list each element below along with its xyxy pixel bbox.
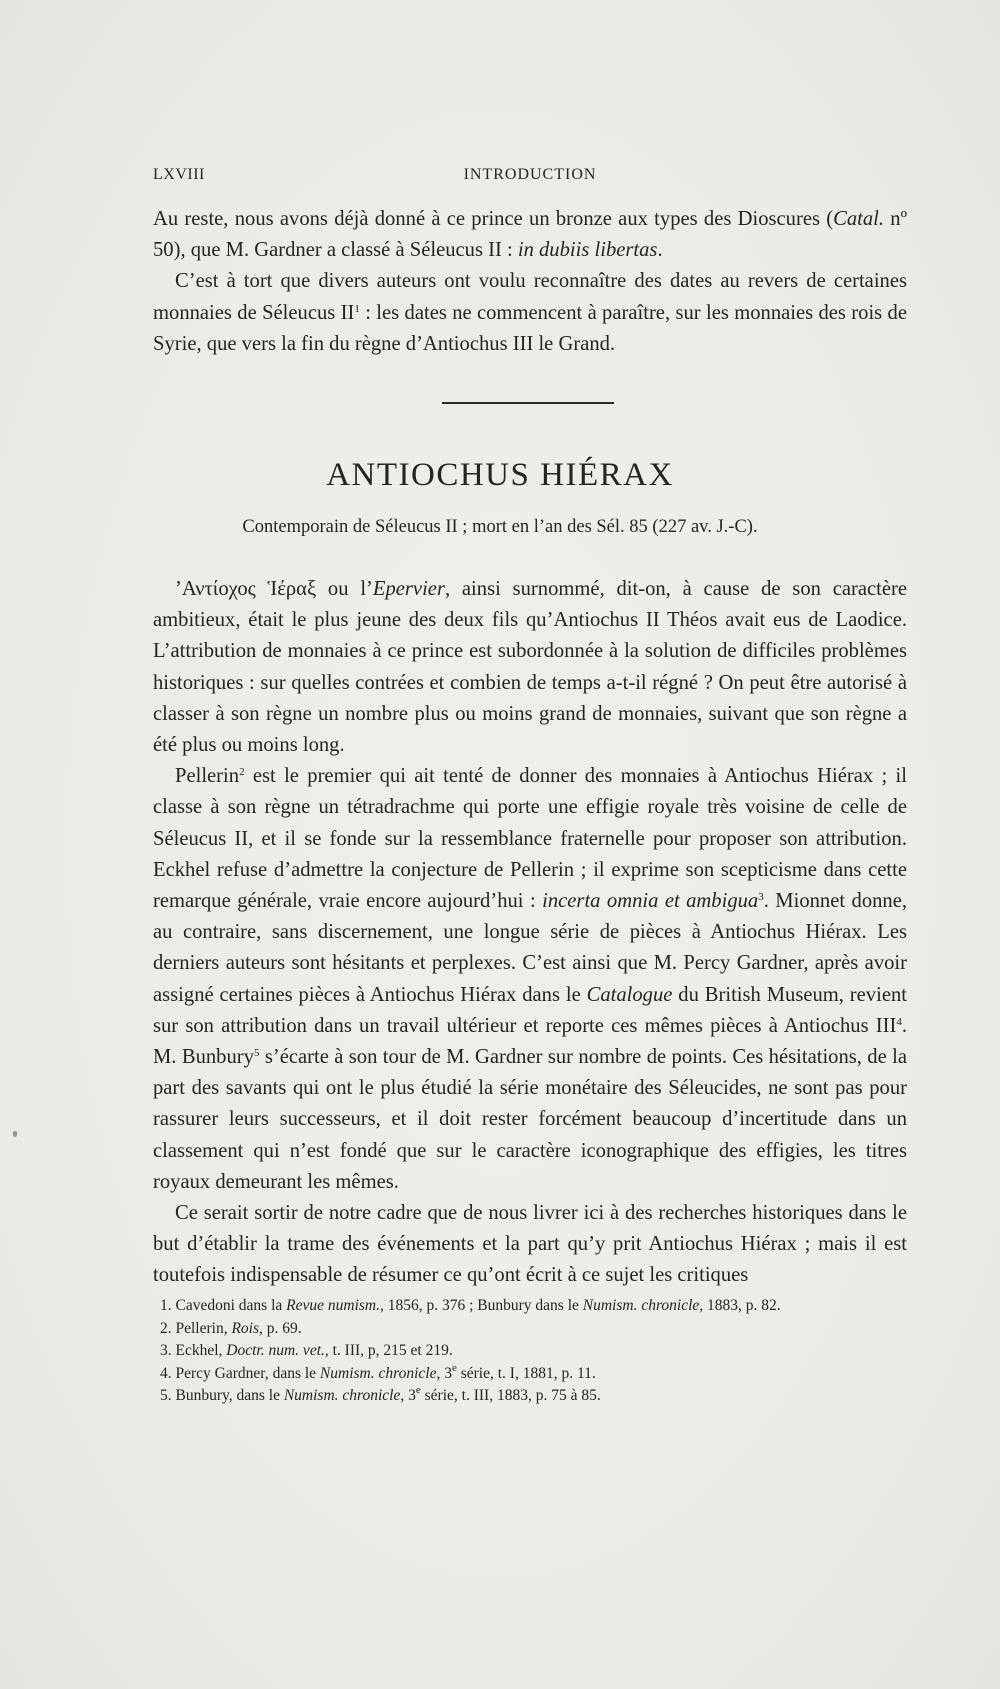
section-divider [442,402,614,404]
section-subtitle: Contemporain de Séleucus II ; mort en l’an des Sél. 85 (227 av. J.-C). [242,517,758,537]
paragraph-recherches: Ce serait sortir de notre cadre que de nous livrer ici à des recherches historiques dans le but d’établir la trame des événements et la part qu’y prit Antiochus Hiérax ; mais il est toutefois indispensable de résumer ce qu’ont écrit à ce sujet les critiques [153,1202,907,1287]
footnote-ref-1: 1 [354,302,360,315]
epervier-italic: Epervier [372,578,445,600]
footnote-2: 2. Pellerin, Rois, p. 69. [160,1319,302,1337]
latin-phrase: in dubiis libertas [517,239,658,262]
footnote-3: 3. Eckhel, Doctr. num. vet., t. III, p, 215 et 219. [160,1342,453,1359]
running-head-title: INTRODUCTION [463,166,597,183]
footnote-ref-4: 4 [896,1015,902,1028]
footnotes [160,1295,910,1408]
opening-paragraphs [153,204,907,360]
paragraph-epervier: ’Αντίοχος Ἱέραξ ou l’Epervier, ainsi surnommé, dit-on, à cause de son caractère ambitieux, était le plus jeune des deux fils qu’Antiochus II Théos avait eus de Laodice. L’attribution de monnaies à ce prince est subordonnée à la solution de difficiles problèmes historiques : sur quelles contrées et combien de temps a-t-il régné ? On peut être autorisé à classer à son règne un nombre plus ou moins grand de monnaies, suivant que son règne a été plus ou moins long. [153,578,907,757]
page-folio: LXVIII [153,166,205,183]
section-body [153,574,907,1292]
footnote-4: 4. Percy Gardner, dans le Numism. chronicle, 3e série, t. I, 1881, p. 11. [160,1361,596,1382]
footnote-ref-2: 2 [239,766,245,779]
greek-name: ’Αντίοχος Ἱέραξ [175,578,317,600]
section-title: ANTIOCHUS HIÉRAX [326,457,674,493]
footnote-ref-3: 3 [758,891,764,904]
paper-speck [13,1131,17,1137]
footnote-1: 1. Cavedoni dans la Revue numism., 1856, p. 376 ; Bunbury dans le Numism. chronicle, 1883, p. 82. [160,1297,781,1314]
running-head [153,166,907,190]
catalogue-italic: Catalogue [586,983,673,1006]
footnote-ref-5: 5 [253,1047,260,1060]
paragraph-dioscures: Au reste, nous avons déjà donné à ce prince un bronze aux types des Dioscures (Catal. nº 50), que M. Gardner a classé à Séleucus II : in dubiis libertas. [153,208,907,262]
catal-italic: Catal. [833,208,885,230]
latin-phrase: incerta omnia et ambigua [542,890,759,913]
footnote-5: 5. Bunbury, dans le Numism. chronicle, 3e série, t. III, 1883, p. 75 à 85. [160,1384,601,1404]
paragraph-dates: C’est à tort que divers auteurs ont voulu reconnaître des dates au revers de certaines monnaies de Séleucus $II^1$ : les dates ne commencent à paraître, sur les monnaies des rois de Syrie, que vers la fin du règne d’Antiochus III le Grand. [153,270,907,355]
paragraph-pellerin: Pellerin$^2$ est le premier qui ait tenté de donner des monnaies à Antiochus Hiérax ; il classe à son règne un tétradrachme qui porte une effigie royale très voisine de celle de Séleucus II, et il se fonde sur la ressemblance fraternelle pour proposer son attribution. Eckhel refuse d’admettre la conjecture de Pellerin ; il exprime son scepticisme dans cette remarque générale, vraie encore aujourd’hui : incerta omnia et ambigua$^3$. Mionnet donne, au contraire, sans discernement, une longue série de pièces à Antiochus Hiérax. Les derniers auteurs sont hésitants et perplexes. C’est ainsi que M. Percy Gardner, après avoir assigné certaines pièces à Antiochus Hiérax dans le Catalogue du British Museum, revient sur son attribution dans un travail ultérieur et reporte ces mêmes pièces à Antiochus III$^4$. M. Bunbury$^5$ s’écarte à son tour de M. Gardner sur nombre de points. Ces hésitations, de la part des savants qui ont le plus étudié la série monétaire des Séleucides, ne sont pas pour rassurer leurs successeurs, et il doit rester forcément beaucoup d’incertitude dans un classement qui n’est fondé que sur le caractère iconographique des effigies, les titres royaux demeurant les mêmes. [153,765,908,1193]
